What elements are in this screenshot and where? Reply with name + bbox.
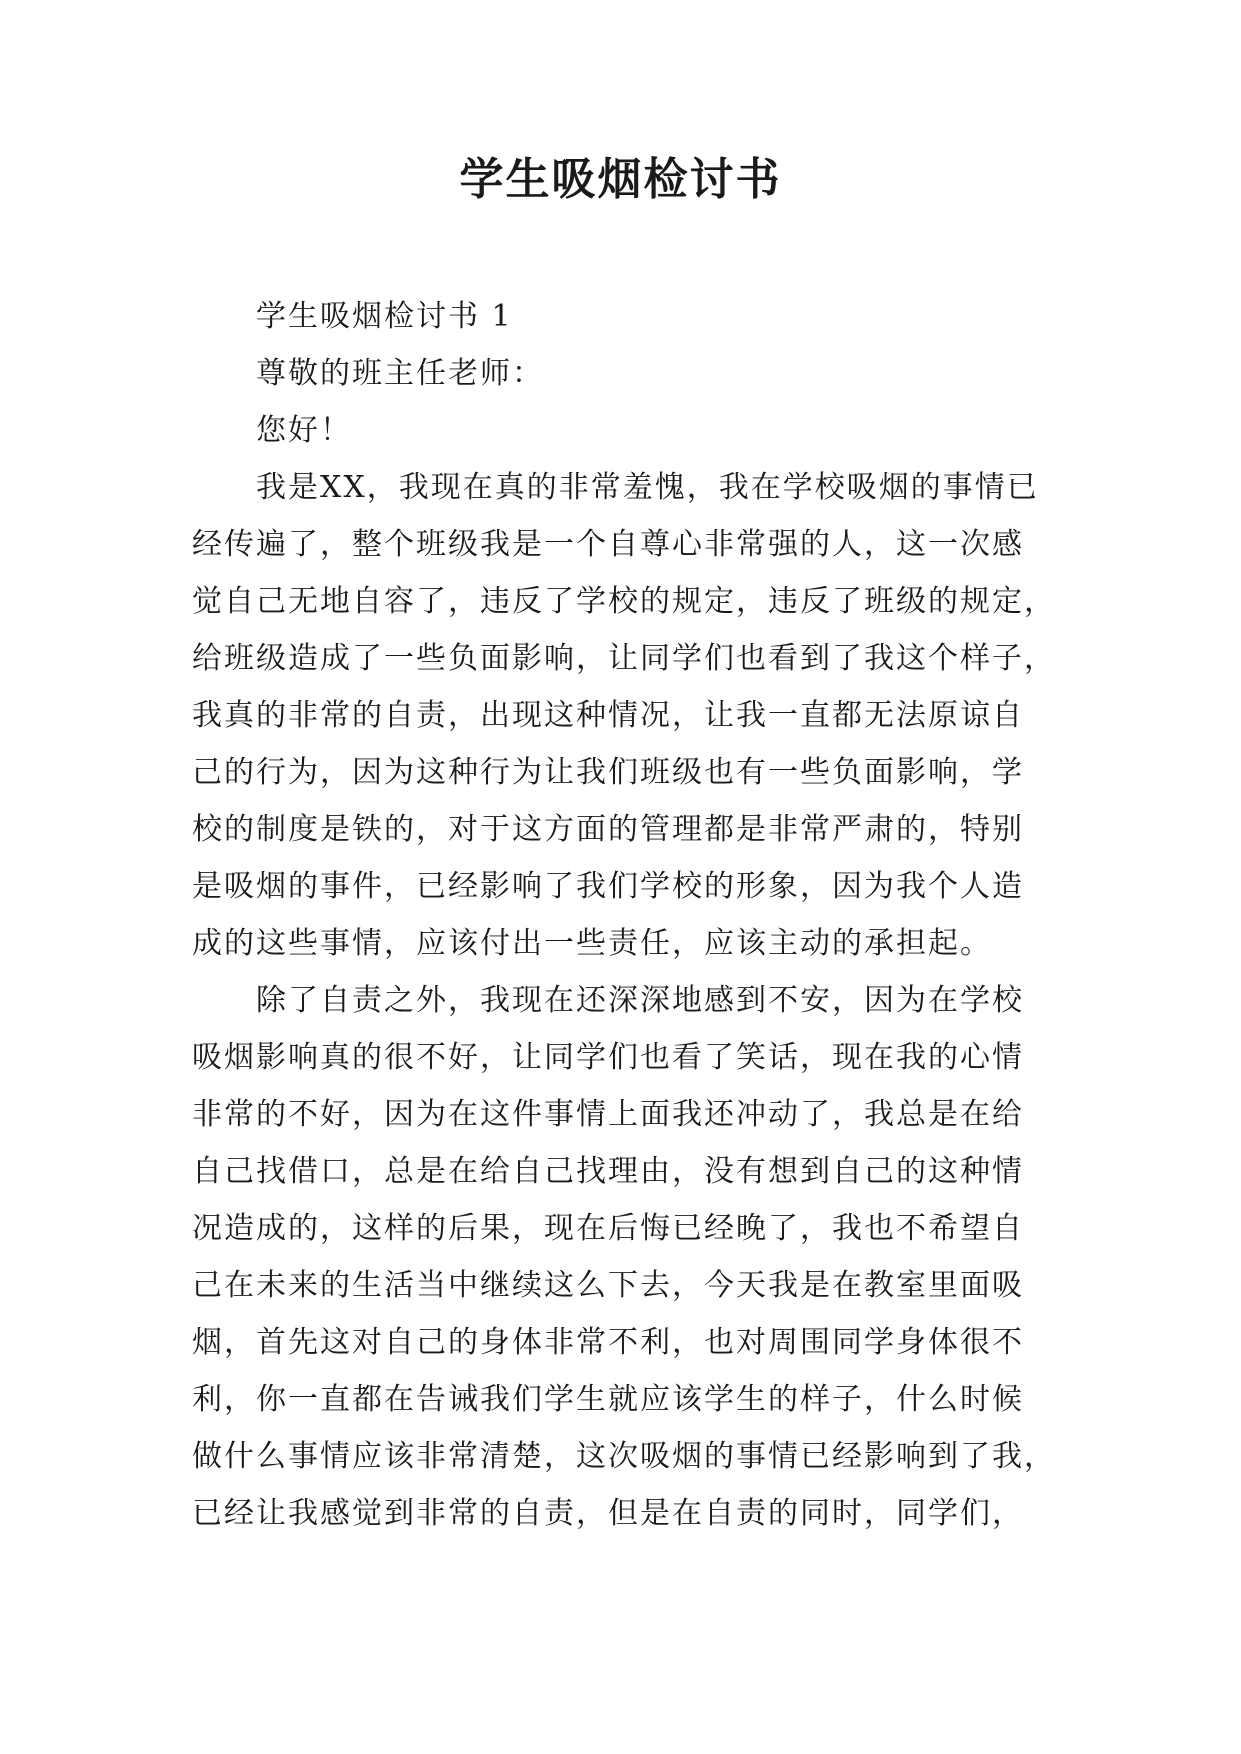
paragraph-2-line: 做什么事情应该非常清楚，这次吸烟的事情已经影响到了我， [192,1439,1056,1474]
paragraph-2-line: 己在未来的生活当中继续这么下去，今天我是在教室里面吸 [192,1268,1024,1303]
greeting: 您好！ [256,413,352,448]
paragraph-2-line: 自己找借口，总是在给自己找理由，没有想到自己的这种情 [192,1154,1024,1189]
paragraph-1-line: 经传遍了，整个班级我是一个自尊心非常强的人，这一次感 [192,527,1024,562]
paragraph-2-line: 烟，首先这对自己的身体非常不利，也对周围同学身体很不 [192,1325,1024,1360]
salutation: 尊敬的班主任老师： [256,356,544,391]
paragraph-2-line: 已经让我感觉到非常的自责，但是在自责的同时，同学们， [192,1496,1024,1531]
paragraph-2-line: 除了自责之外，我现在还深深地感到不安，因为在学校 [256,983,1024,1018]
paragraph-1-line: 校的制度是铁的，对于这方面的管理都是非常严肃的，特别 [192,812,1024,847]
paragraph-2-line: 利，你一直都在告诫我们学生就应该学生的样子，什么时候 [192,1382,1024,1417]
document-title: 学生吸烟检讨书 [459,154,782,205]
paragraph-1-line: 觉自己无地自容了，违反了学校的规定，违反了班级的规定， [192,584,1056,619]
paragraph-1-line: 我真的非常的自责，出现这种情况，让我一直都无法原谅自 [192,698,1024,733]
paragraph-2-line: 非常的不好，因为在这件事情上面我还冲动了，我总是在给 [192,1097,1024,1132]
section-heading: 学生吸烟检讨书 1 [256,299,513,334]
document-body [192,288,1057,1542]
paragraph-2-line: 吸烟影响真的很不好，让同学们也看了笑话，现在我的心情 [192,1040,1024,1075]
paragraph-1-line: 是吸烟的事件，已经影响了我们学校的形象，因为我个人造 [192,869,1024,904]
paragraph-1-line: 我是XX，我现在真的非常羞愧，我在学校吸烟的事情已 [256,470,1039,505]
paragraph-1-line: 给班级造成了一些负面影响，让同学们也看到了我这个样子， [192,641,1056,676]
paragraph-2-line: 况造成的，这样的后果，现在后悔已经晚了，我也不希望自 [192,1211,1024,1246]
paragraph-1-line: 己的行为，因为这种行为让我们班级也有一些负面影响，学 [192,755,1024,790]
paragraph-1-line: 成的这些事情，应该付出一些责任，应该主动的承担起。 [192,926,992,961]
